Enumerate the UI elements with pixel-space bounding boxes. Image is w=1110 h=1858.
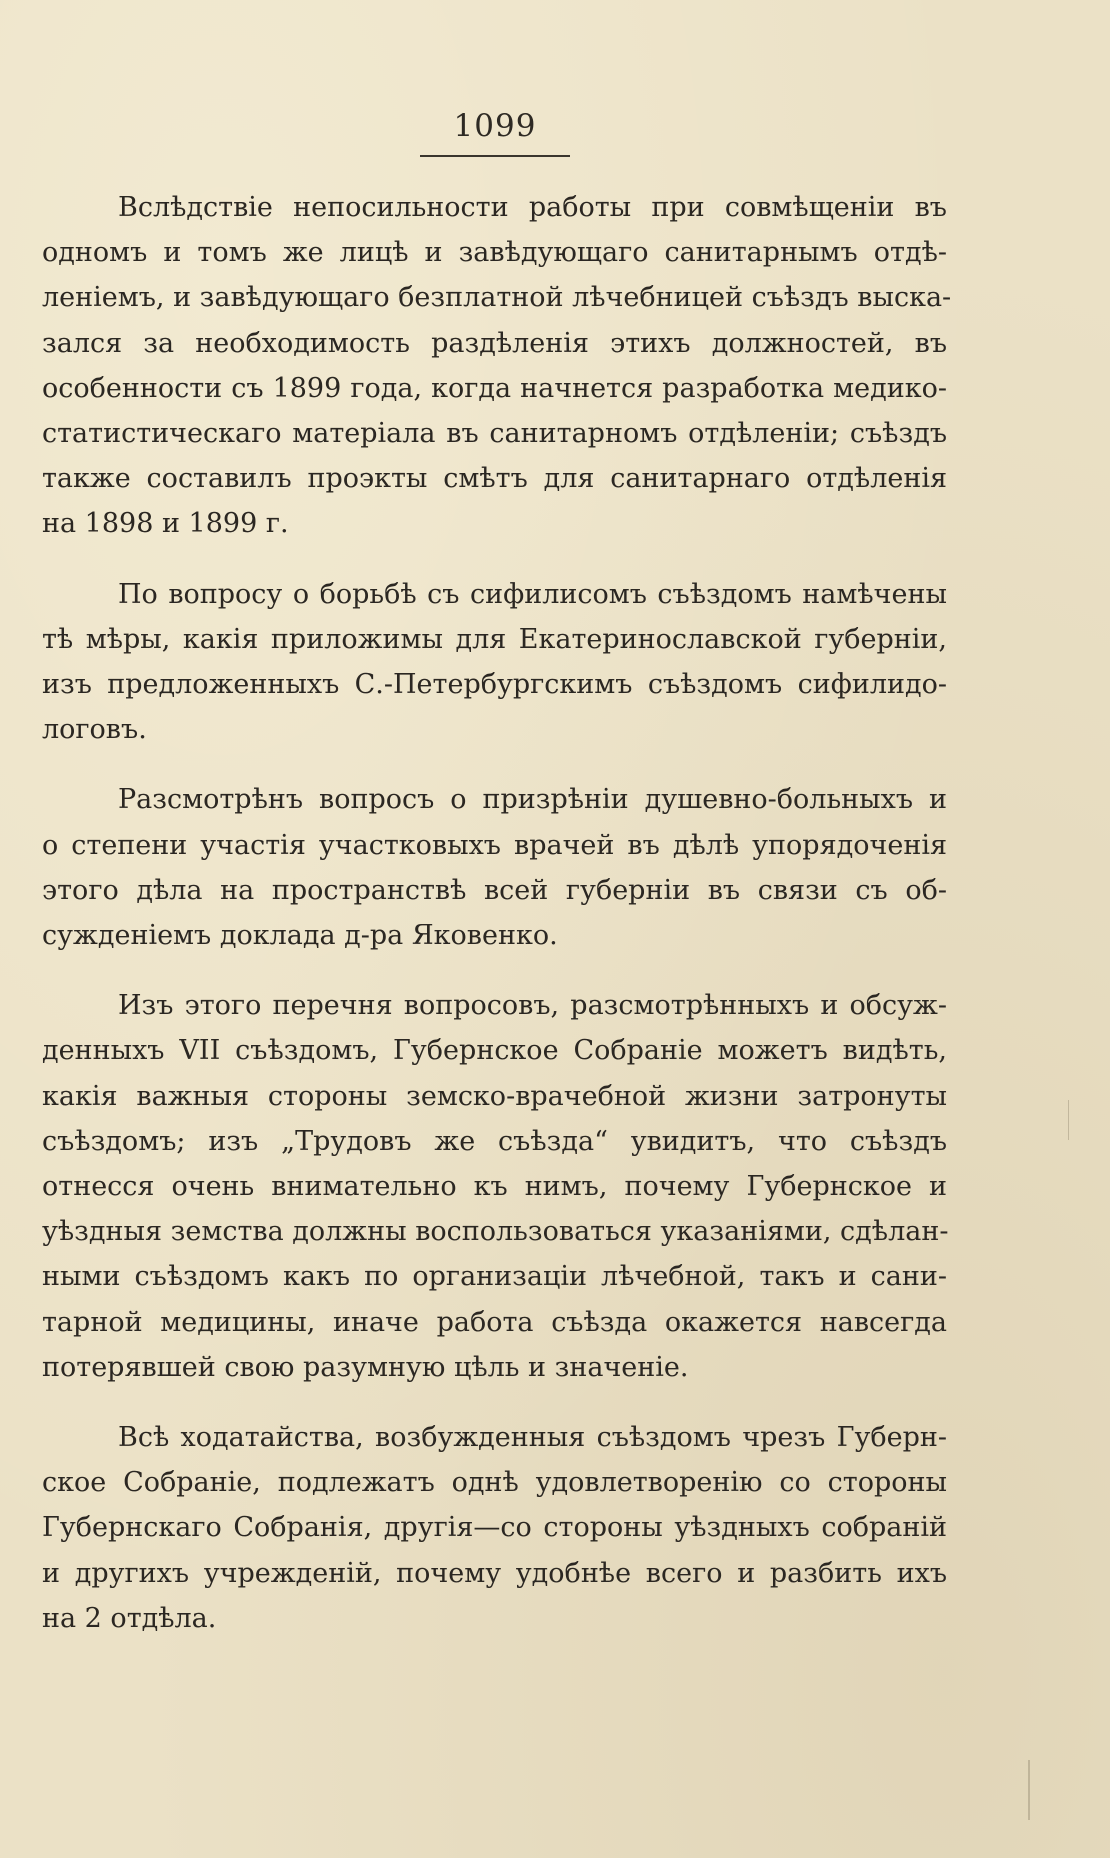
page-number-rule (420, 155, 570, 157)
paragraph-4 (42, 983, 947, 1390)
paragraph-2 (42, 572, 947, 753)
text-line: также составилъ проэкты смѣтъ для санитарнаго отдѣленія (42, 463, 947, 495)
text-line: о степени участія участковыхъ врачей въ дѣлѣ упорядоченія (42, 829, 947, 861)
text-line: отнесся очень внимательно къ нимъ, почему Губернское и (42, 1171, 947, 1203)
text-line: изъ предложенныхъ С.-Петербургскимъ съѣздомъ сифилидо- (42, 669, 947, 701)
text-line: зался за необходимость раздѣленія этихъ должностей, въ (42, 327, 947, 359)
text-line: Разсмотрѣнъ вопросъ о призрѣніи душевно-больныхъ и (118, 784, 947, 816)
text-line: на 1898 и 1899 г. (42, 508, 289, 540)
paper-mark (1068, 1100, 1069, 1140)
paragraph-1 (42, 185, 952, 547)
text-line: и другихъ учрежденій, почему удобнѣе всего и разбить ихъ (42, 1557, 947, 1589)
text-line: особенности съ 1899 года, когда начнется разработка медико- (42, 372, 947, 404)
text-line: ными съѣздомъ какъ по организаціи лѣчебной, такъ и сани- (42, 1261, 947, 1293)
text-line: этого дѣла на пространствѣ всей губерніи въ связи съ об- (42, 874, 947, 906)
text-line: денныхъ VII съѣздомъ, Губернское Собраніе можетъ видѣть, (42, 1035, 947, 1067)
text-line: Изъ этого перечня вопросовъ, разсмотрѣнныхъ и обсуж- (118, 990, 947, 1022)
text-line: леніемъ, и завѣдующаго безплатной лѣчебницей съѣздъ выска- (42, 282, 952, 314)
page-number: 1099 (453, 108, 537, 144)
text-line: потерявшей свою разумную цѣль и значеніе. (42, 1351, 689, 1383)
text-line: Всѣ ходатайства, возбужденныя съѣздомъ чрезъ Губерн- (118, 1422, 947, 1454)
paragraph-3 (42, 777, 947, 958)
text-line: съѣздомъ; изъ „Трудовъ же съѣзда“ увидитъ, что съѣздъ (42, 1125, 947, 1157)
paper-mark (1028, 1760, 1030, 1820)
text-line: логовъ. (42, 714, 147, 746)
text-line: статистическаго матеріала въ санитарномъ отдѣленіи; съѣздъ (42, 418, 947, 450)
text-line: тарной медицины, иначе работа съѣзда окажется навсегда (42, 1306, 947, 1338)
text-line: ское Собраніе, подлежатъ однѣ удовлетворенію со стороны (42, 1467, 947, 1499)
text-line: на 2 отдѣла. (42, 1602, 217, 1634)
text-line: По вопросу о борьбѣ съ сифилисомъ съѣздомъ намѣчены (118, 578, 947, 610)
text-line: какія важныя стороны земско-врачебной жизни затронуты (42, 1080, 947, 1112)
text-line: тѣ мѣры, какія приложимы для Екатеринославской губерніи, (42, 623, 947, 655)
text-line: Вслѣдствіе непосильности работы при совмѣщеніи въ (118, 192, 947, 223)
body-text (42, 185, 952, 1641)
text-line: Губернскаго Собранія, другія—со стороны уѣздныхъ собраній (42, 1512, 947, 1544)
paragraph-5 (42, 1415, 947, 1641)
text-line: одномъ и томъ же лицѣ и завѣдующаго санитарнымъ отдѣ- (42, 237, 947, 269)
text-line: уѣздныя земства должны воспользоваться указаніями, сдѣлан- (42, 1216, 949, 1248)
text-line: сужденіемъ доклада д-ра Яковенко. (42, 920, 558, 952)
